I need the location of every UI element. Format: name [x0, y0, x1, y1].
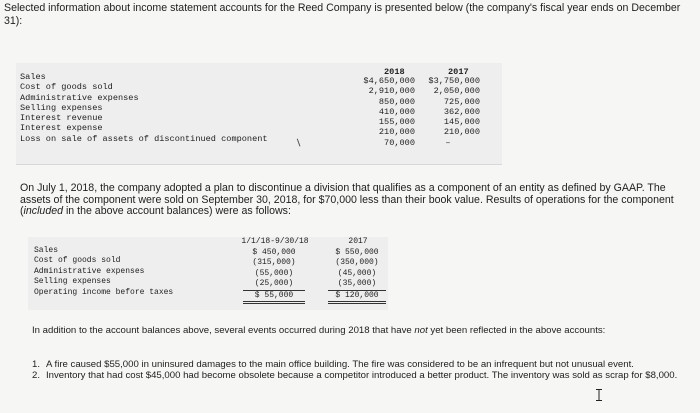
table-row-label: Loss on sale of assets of discontinued component [20, 133, 268, 144]
table-cell: 155,000 [378, 117, 415, 128]
table-cell: – [445, 137, 451, 148]
list-item-text: Inventory that had cost $45,000 had become obsolete because a competitor introduced a better product. The inventory was sold as scrap for $8,000. [46, 370, 678, 382]
component-results-table [28, 237, 388, 310]
list-item-number: 2. [32, 370, 41, 382]
period-header: 1/1/18-9/30/18 [241, 237, 309, 246]
table-row-label: Administrative expenses [34, 266, 145, 276]
paragraph-text: in the above account balances) were as follows: [63, 205, 291, 217]
table-row-label: Selling expenses [34, 277, 111, 287]
table-row-label: Sales [34, 246, 59, 255]
year-header: 2017 [348, 237, 368, 246]
table-row-label: Administrative expenses [20, 92, 139, 103]
list-item [32, 360, 692, 370]
values-2017-column [416, 76, 480, 148]
table-row-label: Sales [20, 72, 46, 82]
paragraph-text: In addition to the account balances above, several events occurred during 2018 that have [32, 325, 415, 336]
table-row-label: Operating income before taxes [34, 287, 174, 297]
events-list [32, 360, 692, 382]
table-cell: $ 450,000 [252, 248, 296, 257]
values-2018-column [351, 76, 415, 148]
table-cell: $ 55,000 [243, 291, 305, 304]
table-cell: 210,000 [443, 127, 480, 138]
table-cell: 850,000 [378, 96, 415, 107]
income-accounts-table [16, 63, 502, 165]
table-cell: 410,000 [378, 106, 415, 117]
text-cursor-icon [595, 389, 603, 401]
table-row-label: Interest expense [20, 123, 103, 134]
table-cell: 725,000 [443, 96, 480, 107]
intro-paragraph: Selected information about income statement accounts for the Reed Company is presented below (the company's fiscal year ends on December 31): [4, 2, 681, 27]
table-cell: 70,000 [384, 137, 415, 148]
table-cell: (45,000) [337, 268, 377, 278]
table-cell: (55,000) [254, 268, 294, 278]
table-cell: 2,910,000 [368, 86, 415, 97]
additional-events-paragraph [32, 325, 672, 337]
table-cell: 210,000 [378, 127, 415, 138]
italic-word: included [23, 205, 63, 217]
table-row-label: Selling expenses [20, 102, 103, 113]
table-cell: $ 550,000 [335, 248, 379, 257]
discontinued-operations-paragraph [20, 183, 680, 218]
table-cell: 362,000 [443, 106, 480, 117]
table-row-label: Cost of goods sold [34, 256, 121, 266]
table-cell: 2,050,000 [433, 86, 480, 97]
table-row-label: Cost of goods sold [20, 82, 113, 93]
list-item-text: A fire caused $55,000 in uninsured damages to the main office building. The fire was considered to be an infrequent but not unusual event. [46, 359, 634, 370]
year-header-2017: 2017 [448, 67, 469, 77]
list-item-number: 1. [32, 359, 41, 370]
table-cell: $ 120,000 [328, 291, 386, 304]
paragraph-text: On July 1, 2018, the company adopted a plan to discontinue a division that qualifies as a component of an entity as defined by GAAP. The assets of the component were sold on September 30, 2018, for $70,000 less than their book value. Results of operations for the component ( [20, 182, 674, 217]
table-cell: (350,000) [335, 258, 379, 268]
year-header-2018: 2018 [384, 67, 405, 77]
table-cell: $3,750,000 [428, 76, 480, 86]
account-labels [20, 72, 268, 144]
table-row-label: Interest revenue [20, 113, 103, 124]
component-labels [34, 246, 173, 298]
table-cell: (315,000) [252, 258, 296, 268]
period-values-column [243, 248, 305, 304]
table-cell: $4,650,000 [363, 76, 415, 86]
italic-word: not [414, 325, 428, 336]
paragraph-text: yet been reflected in the above accounts: [427, 325, 606, 336]
list-item [32, 371, 692, 381]
year-values-column [328, 248, 386, 304]
table-cell: (25,000) [243, 279, 305, 290]
table-cell: (35,000) [328, 279, 386, 290]
table-cell: 145,000 [443, 117, 480, 128]
